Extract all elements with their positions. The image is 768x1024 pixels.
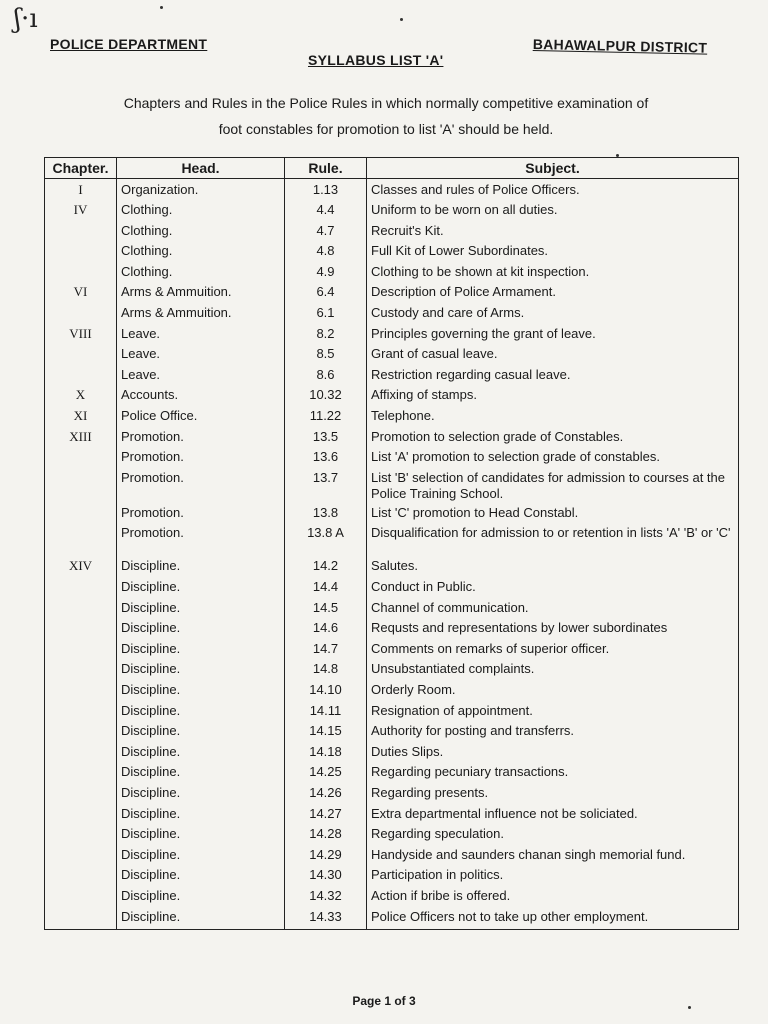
rule-cell: 14.29 xyxy=(285,844,367,865)
rule-cell: 14.18 xyxy=(285,741,367,762)
syllabus-title: SYLLABUS LIST 'A' xyxy=(308,52,444,68)
head-cell: Discipline. xyxy=(117,700,285,721)
chapter-cell xyxy=(45,638,117,659)
chapter-cell: IV xyxy=(45,199,117,220)
head-cell: Discipline. xyxy=(117,720,285,741)
chapter-cell xyxy=(45,364,117,385)
intro-line-2: foot constables for promotion to list 'A' should be held. xyxy=(218,121,554,137)
head-cell: Discipline. xyxy=(117,555,285,576)
subject-cell: Comments on remarks of superior officer. xyxy=(367,638,739,659)
subject-cell: Regarding pecuniary transactions. xyxy=(367,761,739,782)
subject-cell: Requsts and representations by lower subordinates xyxy=(367,617,739,638)
table-row xyxy=(45,446,739,467)
rule-cell: 13.5 xyxy=(285,426,367,447)
rule-cell: 14.11 xyxy=(285,700,367,721)
scan-speck xyxy=(160,6,163,9)
head-cell: Arms & Ammuition. xyxy=(117,302,285,323)
subject-cell: Disqualification for admission to or retention in lists 'A' 'B' or 'C' xyxy=(367,522,739,555)
head-cell: Organization. xyxy=(117,179,285,200)
chapter-cell xyxy=(45,502,117,523)
chapter-cell xyxy=(45,803,117,824)
subject-cell: Telephone. xyxy=(367,405,739,426)
rule-cell: 8.5 xyxy=(285,343,367,364)
table-row xyxy=(45,343,739,364)
page-number: Page 1 of 3 xyxy=(352,994,416,1008)
table-row xyxy=(45,555,739,576)
chapter-cell xyxy=(45,597,117,618)
rule-cell: 11.22 xyxy=(285,405,367,426)
table-row xyxy=(45,502,739,523)
chapter-cell xyxy=(45,720,117,741)
table-row xyxy=(45,720,739,741)
chapter-cell xyxy=(45,467,117,502)
table-row xyxy=(45,384,739,405)
head-cell: Leave. xyxy=(117,343,285,364)
rule-cell: 14.28 xyxy=(285,823,367,844)
subject-cell: Police Officers not to take up other employment. xyxy=(367,906,739,930)
head-cell: Discipline. xyxy=(117,679,285,700)
head-cell: Promotion. xyxy=(117,446,285,467)
table-row xyxy=(45,803,739,824)
head-cell: Discipline. xyxy=(117,823,285,844)
head-cell: Discipline. xyxy=(117,885,285,906)
rule-cell: 4.4 xyxy=(285,199,367,220)
rule-cell: 14.33 xyxy=(285,906,367,930)
rule-cell: 14.4 xyxy=(285,576,367,597)
head-cell: Discipline. xyxy=(117,576,285,597)
head-cell: Discipline. xyxy=(117,617,285,638)
table-row xyxy=(45,323,739,344)
rule-cell: 8.6 xyxy=(285,364,367,385)
subject-cell: Classes and rules of Police Officers. xyxy=(367,179,739,200)
subject-cell: Principles governing the grant of leave. xyxy=(367,323,739,344)
subject-cell: Unsubstantiated complaints. xyxy=(367,658,739,679)
table-row xyxy=(45,885,739,906)
department-header: POLICE DEPARTMENT xyxy=(50,36,208,52)
chapter-cell xyxy=(45,446,117,467)
head-cell: Promotion. xyxy=(117,522,285,555)
chapter-cell xyxy=(45,864,117,885)
rule-cell: 14.25 xyxy=(285,761,367,782)
subject-cell: Action if bribe is offered. xyxy=(367,885,739,906)
chapter-cell xyxy=(45,658,117,679)
subject-cell: Orderly Room. xyxy=(367,679,739,700)
subject-cell: Restriction regarding casual leave. xyxy=(367,364,739,385)
chapter-cell xyxy=(45,885,117,906)
rule-cell: 13.6 xyxy=(285,446,367,467)
head-cell: Promotion. xyxy=(117,502,285,523)
chapter-cell: XI xyxy=(45,405,117,426)
subject-cell: Description of Police Armament. xyxy=(367,281,739,302)
head-cell: Discipline. xyxy=(117,844,285,865)
table-row xyxy=(45,823,739,844)
table-row xyxy=(45,741,739,762)
subject-cell: Salutes. xyxy=(367,555,739,576)
subject-cell: Recruit's Kit. xyxy=(367,220,739,241)
subject-cell: List 'B' selection of candidates for admission to courses at the Police Training School. xyxy=(367,467,739,502)
table-row xyxy=(45,844,739,865)
rule-cell: 14.2 xyxy=(285,555,367,576)
chapter-cell xyxy=(45,522,117,555)
table-row xyxy=(45,426,739,447)
subject-cell: Authority for posting and transferrs. xyxy=(367,720,739,741)
head-cell: Discipline. xyxy=(117,741,285,762)
subject-cell: Conduct in Public. xyxy=(367,576,739,597)
subject-cell: Grant of casual leave. xyxy=(367,343,739,364)
rule-cell: 4.9 xyxy=(285,261,367,282)
rule-cell: 14.6 xyxy=(285,617,367,638)
column-header-chapter: Chapter. xyxy=(45,158,117,179)
rule-cell: 13.8 A xyxy=(285,522,367,555)
rule-cell: 10.32 xyxy=(285,384,367,405)
subject-cell: Resignation of appointment. xyxy=(367,700,739,721)
head-cell: Accounts. xyxy=(117,384,285,405)
head-cell: Leave. xyxy=(117,323,285,344)
rule-cell: 4.7 xyxy=(285,220,367,241)
head-cell: Arms & Ammuition. xyxy=(117,281,285,302)
head-cell: Clothing. xyxy=(117,220,285,241)
table-body xyxy=(45,179,739,930)
chapter-cell xyxy=(45,343,117,364)
rule-cell: 13.8 xyxy=(285,502,367,523)
table-row xyxy=(45,522,739,555)
chapter-cell: X xyxy=(45,384,117,405)
chapter-cell xyxy=(45,617,117,638)
scan-speck xyxy=(616,154,619,157)
head-cell: Promotion. xyxy=(117,426,285,447)
intro-paragraph xyxy=(96,90,676,142)
head-cell: Discipline. xyxy=(117,597,285,618)
rule-cell: 6.4 xyxy=(285,281,367,302)
scan-speck xyxy=(400,18,403,21)
table-row xyxy=(45,179,739,200)
head-cell: Clothing. xyxy=(117,199,285,220)
chapter-cell: I xyxy=(45,179,117,200)
subject-cell: Regarding presents. xyxy=(367,782,739,803)
subject-cell: Affixing of stamps. xyxy=(367,384,739,405)
subject-cell: Handyside and saunders chanan singh memorial fund. xyxy=(367,844,739,865)
chapter-cell xyxy=(45,761,117,782)
head-cell: Discipline. xyxy=(117,803,285,824)
table-row xyxy=(45,638,739,659)
table-row xyxy=(45,658,739,679)
district-header: BAHAWALPUR DISTRICT xyxy=(532,36,708,56)
column-header-head: Head. xyxy=(117,158,285,179)
table-row xyxy=(45,220,739,241)
table-row xyxy=(45,864,739,885)
table-row xyxy=(45,782,739,803)
rule-cell: 14.27 xyxy=(285,803,367,824)
head-cell: Police Office. xyxy=(117,405,285,426)
chapter-cell xyxy=(45,576,117,597)
chapter-cell: XIV xyxy=(45,555,117,576)
head-cell: Discipline. xyxy=(117,864,285,885)
table-row xyxy=(45,199,739,220)
head-cell: Discipline. xyxy=(117,658,285,679)
subject-cell: List 'A' promotion to selection grade of constables. xyxy=(367,446,739,467)
rule-cell: 14.8 xyxy=(285,658,367,679)
table-header-row xyxy=(45,158,739,179)
chapter-cell xyxy=(45,240,117,261)
head-cell: Leave. xyxy=(117,364,285,385)
subject-cell: Participation in politics. xyxy=(367,864,739,885)
head-cell: Clothing. xyxy=(117,261,285,282)
syllabus-table xyxy=(44,157,739,930)
table-row xyxy=(45,700,739,721)
rule-cell: 13.7 xyxy=(285,467,367,502)
chapter-cell xyxy=(45,679,117,700)
chapter-cell xyxy=(45,782,117,803)
head-cell: Promotion. xyxy=(117,467,285,502)
head-cell: Clothing. xyxy=(117,240,285,261)
chapter-cell xyxy=(45,220,117,241)
intro-line-1: Chapters and Rules in the Police Rules in which normally competitive examination of xyxy=(123,95,649,111)
subject-cell: Extra departmental influence not be soliciated. xyxy=(367,803,739,824)
head-cell: Discipline. xyxy=(117,782,285,803)
table-row xyxy=(45,576,739,597)
chapter-cell xyxy=(45,700,117,721)
table-row xyxy=(45,302,739,323)
chapter-cell xyxy=(45,844,117,865)
column-header-rule: Rule. xyxy=(285,158,367,179)
head-cell: Discipline. xyxy=(117,761,285,782)
head-cell: Discipline. xyxy=(117,906,285,930)
subject-cell: Promotion to selection grade of Constables. xyxy=(367,426,739,447)
chapter-cell: VI xyxy=(45,281,117,302)
rule-cell: 14.15 xyxy=(285,720,367,741)
rule-cell: 8.2 xyxy=(285,323,367,344)
rule-cell: 14.7 xyxy=(285,638,367,659)
rule-cell: 14.10 xyxy=(285,679,367,700)
subject-cell: Regarding speculation. xyxy=(367,823,739,844)
chapter-cell: VIII xyxy=(45,323,117,344)
subject-cell: Custody and care of Arms. xyxy=(367,302,739,323)
subject-cell: Uniform to be worn on all duties. xyxy=(367,199,739,220)
table-row xyxy=(45,761,739,782)
rule-cell: 1.13 xyxy=(285,179,367,200)
chapter-cell xyxy=(45,302,117,323)
column-header-subject: Subject. xyxy=(367,158,739,179)
table-row xyxy=(45,906,739,930)
handwritten-mark: ʃ·ı xyxy=(14,4,38,34)
subject-cell: Channel of communication. xyxy=(367,597,739,618)
head-cell: Discipline. xyxy=(117,638,285,659)
rule-cell: 6.1 xyxy=(285,302,367,323)
table-row xyxy=(45,281,739,302)
rule-cell: 14.5 xyxy=(285,597,367,618)
rule-cell: 14.30 xyxy=(285,864,367,885)
table-row xyxy=(45,405,739,426)
table-row xyxy=(45,597,739,618)
rule-cell: 14.32 xyxy=(285,885,367,906)
rule-cell: 4.8 xyxy=(285,240,367,261)
table-row xyxy=(45,364,739,385)
table-row xyxy=(45,617,739,638)
table-row xyxy=(45,261,739,282)
chapter-cell xyxy=(45,261,117,282)
table-row xyxy=(45,240,739,261)
scan-speck xyxy=(688,1006,691,1009)
subject-cell: Full Kit of Lower Subordinates. xyxy=(367,240,739,261)
table-row xyxy=(45,679,739,700)
subject-cell: Duties Slips. xyxy=(367,741,739,762)
subject-cell: Clothing to be shown at kit inspection. xyxy=(367,261,739,282)
chapter-cell: XIII xyxy=(45,426,117,447)
chapter-cell xyxy=(45,906,117,930)
chapter-cell xyxy=(45,741,117,762)
rule-cell: 14.26 xyxy=(285,782,367,803)
table-row xyxy=(45,467,739,502)
subject-cell: List 'C' promotion to Head Constabl. xyxy=(367,502,739,523)
chapter-cell xyxy=(45,823,117,844)
